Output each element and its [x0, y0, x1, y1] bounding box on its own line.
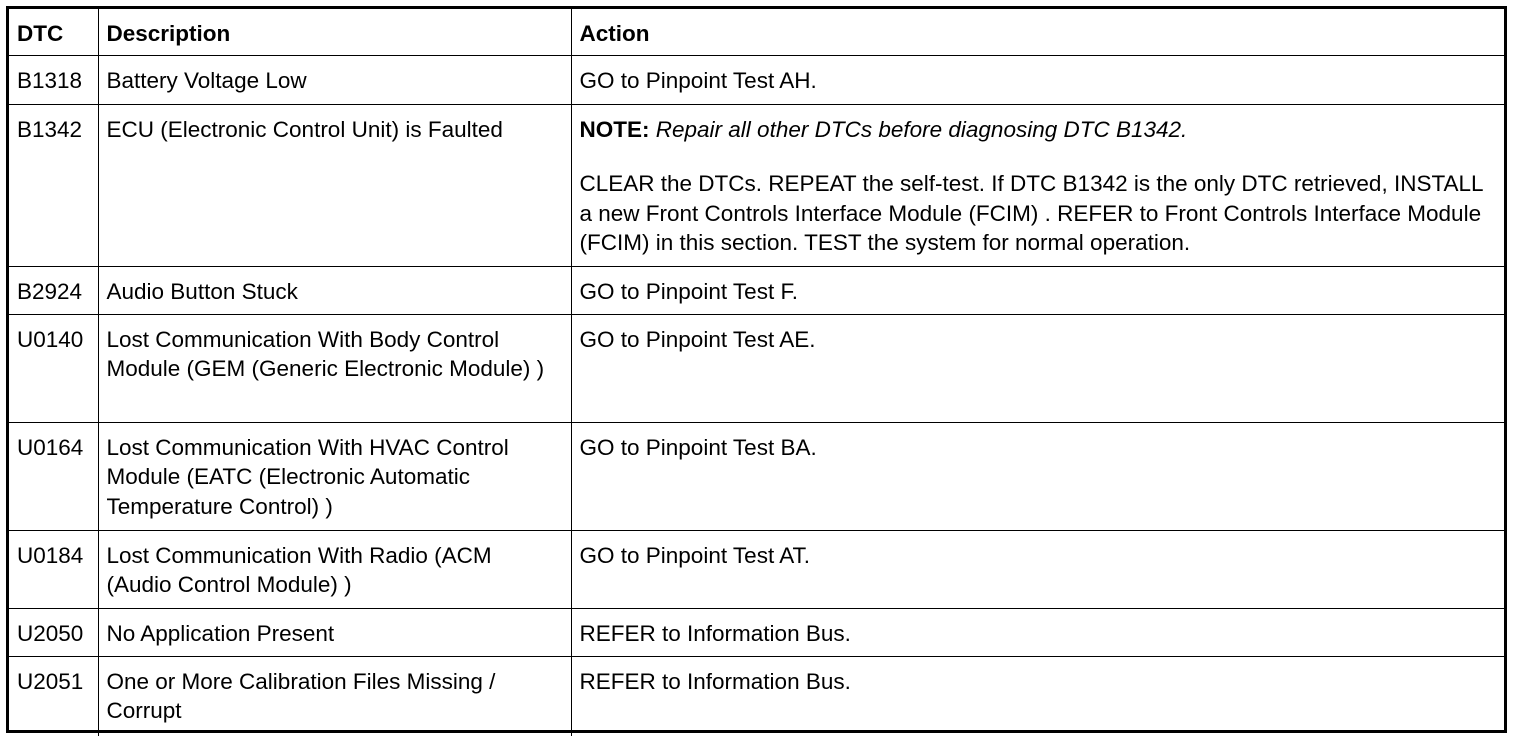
header-action: Action [571, 9, 1504, 55]
table-header-row [9, 9, 1504, 55]
cell-description: Lost Communication With Radio (ACM (Audio Control Module) ) [98, 530, 571, 608]
cell-action [571, 104, 1504, 266]
cell-description: ECU (Electronic Control Unit) is Faulted [98, 104, 571, 266]
cell-dtc: U2051 [9, 656, 98, 736]
header-dtc: DTC [9, 9, 98, 55]
cell-description: Battery Voltage Low [98, 55, 571, 104]
cell-dtc: U0184 [9, 530, 98, 608]
cell-action: GO to Pinpoint Test BA. [571, 422, 1504, 530]
dtc-table-frame [6, 6, 1507, 733]
cell-action: GO to Pinpoint Test AH. [571, 55, 1504, 104]
cell-dtc: B2924 [9, 266, 98, 314]
cell-description: No Application Present [98, 608, 571, 656]
action-paragraph: CLEAR the DTCs. REPEAT the self-test. If DTC B1342 is the only DTC retrieved, INSTALL a new Front Controls Interface Module (FCIM) . REFER to Front Controls Interface Module (FCIM) in this section. TEST the system for normal operation. [579, 171, 1483, 255]
dtc-table [9, 9, 1504, 736]
cell-action: REFER to Information Bus. [571, 656, 1504, 736]
cell-description: Lost Communication With HVAC Control Module (EATC (Electronic Automatic Temperature Control) ) [98, 422, 571, 530]
table-row [9, 266, 1504, 314]
header-description: Description [98, 9, 571, 55]
table-row [9, 422, 1504, 530]
table-row [9, 530, 1504, 608]
note-label: NOTE: [579, 116, 650, 142]
cell-description: Lost Communication With Body Control Module (GEM (Generic Electronic Module) ) [98, 314, 571, 422]
cell-dtc: U0164 [9, 422, 98, 530]
table-row [9, 55, 1504, 104]
table-row [9, 104, 1504, 266]
cell-description: One or More Calibration Files Missing / Corrupt [98, 656, 571, 736]
cell-dtc: U0140 [9, 314, 98, 422]
table-row [9, 608, 1504, 656]
cell-action: GO to Pinpoint Test AT. [571, 530, 1504, 608]
cell-dtc: B1318 [9, 55, 98, 104]
note-text: Repair all other DTCs before diagnosing DTC B1342. [655, 116, 1188, 142]
cell-action: REFER to Information Bus. [571, 608, 1504, 656]
table-row [9, 656, 1504, 736]
cell-dtc: B1342 [9, 104, 98, 266]
cell-action: GO to Pinpoint Test F. [571, 266, 1504, 314]
cell-action: GO to Pinpoint Test AE. [571, 314, 1504, 422]
cell-dtc: U2050 [9, 608, 98, 656]
note-paragraph [580, 115, 1497, 145]
cell-description: Audio Button Stuck [98, 266, 571, 314]
table-row [9, 314, 1504, 422]
